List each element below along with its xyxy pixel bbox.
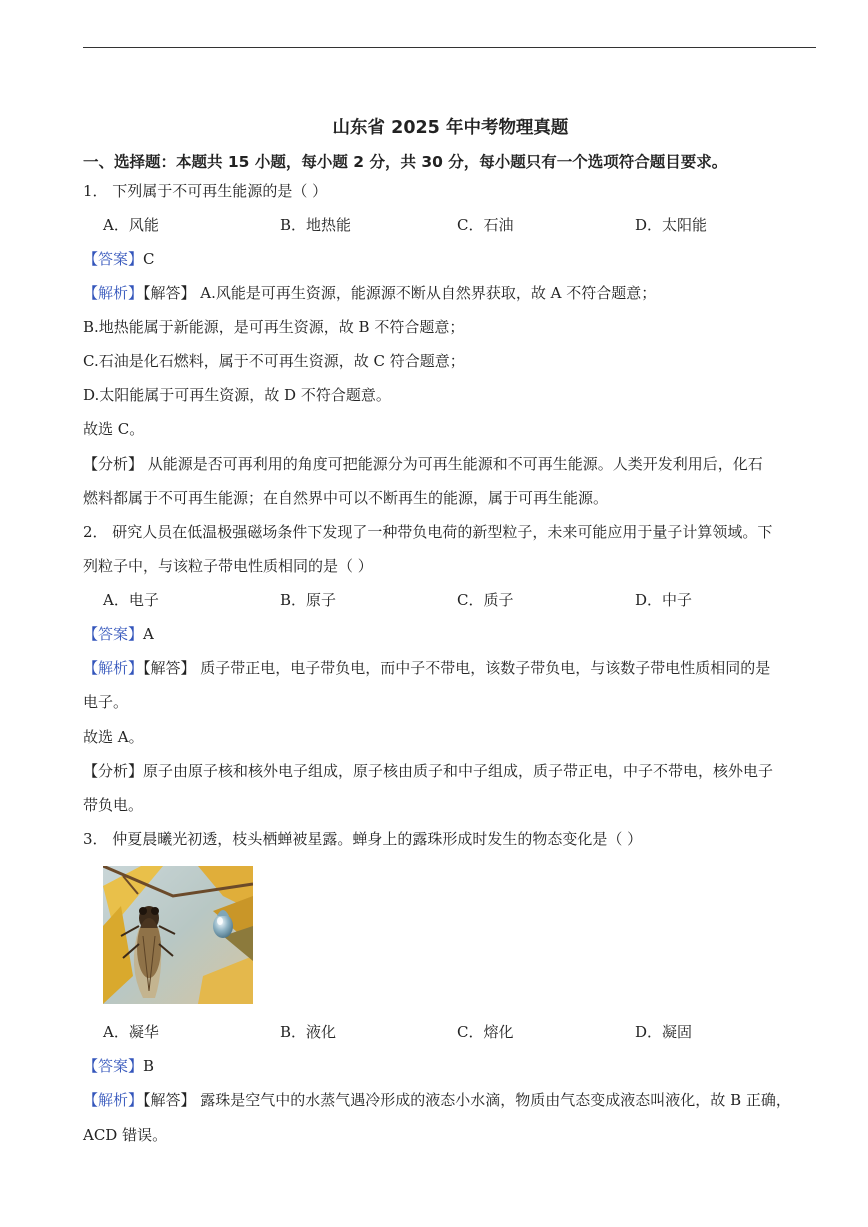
option-c: C．熔化 xyxy=(457,1023,514,1041)
question-2-stem: 2． 研究人员在低温极强磁场条件下发现了一种带负电荷的新型粒子，未来可能应用于量子计算领域。下 xyxy=(83,523,773,541)
cicada-dewdrop-photo xyxy=(103,866,253,1004)
answer-value: A xyxy=(143,625,154,643)
answer-line xyxy=(83,1055,818,1077)
analysis-line xyxy=(83,760,818,782)
explain-line xyxy=(83,282,818,304)
fenxi-tag: 【分析】 xyxy=(83,455,144,473)
explain-text: D.太阳能属于可再生资源，故 D 不符合题意。 xyxy=(83,386,391,404)
option-a: A．凝华 xyxy=(103,1023,159,1041)
header-rule xyxy=(83,47,816,48)
option-a: A．电子 xyxy=(103,591,159,609)
answer-line xyxy=(83,248,818,270)
analysis-text: 从能源是否可再利用的角度可把能源分为可再生能源和不可再生能源。人类开发利用后，化石 xyxy=(143,455,763,473)
option-d: D．凝固 xyxy=(635,1023,693,1041)
analysis-text: 带负电。 xyxy=(83,796,144,814)
explain-text: ACD 错误。 xyxy=(83,1126,168,1144)
page-title: 山东省 2025 年中考物理真题 xyxy=(332,118,569,138)
answer-line xyxy=(83,623,818,645)
explain-text: 故选 A。 xyxy=(83,728,144,746)
analysis-line xyxy=(83,453,818,475)
explain-text: C.石油是化石燃料，属于不可再生资源，故 C 符合题意； xyxy=(83,352,465,370)
option-b: B．地热能 xyxy=(280,216,352,234)
answer-tag: 【答案】 xyxy=(83,625,144,643)
question-3-stem: 3． 仲夏晨曦光初透，枝头栖蝉被星露。蝉身上的露珠形成时发生的物态变化是（ ） xyxy=(83,830,643,848)
explain-text: 露珠是空气中的水蒸气遇冷形成的液态小水滴，物质由气态变成液态叫液化，故 B 正确， xyxy=(195,1091,791,1109)
solve-tag: 【解答】 xyxy=(143,1091,196,1109)
fenxi-tag: 【分析】 xyxy=(83,762,144,780)
option-c: C．质子 xyxy=(457,591,514,609)
answer-tag: 【答案】 xyxy=(83,250,144,268)
solve-tag: 【解答】 xyxy=(143,659,196,677)
option-c: C．石油 xyxy=(457,216,514,234)
question-1-options xyxy=(83,214,818,236)
option-a: A．风能 xyxy=(103,216,159,234)
question-2-stem: 列粒子中，与该粒子带电性质相同的是（ ） xyxy=(83,557,373,575)
option-b: B．液化 xyxy=(280,1023,337,1041)
analysis-tag: 【解析】 xyxy=(83,284,144,302)
question-3-options xyxy=(83,1021,818,1043)
explain-text: 电子。 xyxy=(83,693,129,711)
analysis-text: 原子由原子核和核外电子组成，原子核由质子和中子组成，质子带正电，中子不带电，核外电子 xyxy=(143,762,774,780)
solve-tag: 【解答】 xyxy=(143,284,196,302)
explain-text: 质子带正电，电子带负电，而中子不带电，该数子带负电，与该数子带电性质相同的是 xyxy=(195,659,771,677)
answer-value: C xyxy=(143,250,155,268)
question-2-options xyxy=(83,589,818,611)
explain-text: 故选 C。 xyxy=(83,420,145,438)
answer-value: B xyxy=(143,1057,155,1075)
option-b: B．原子 xyxy=(280,591,337,609)
explain-line xyxy=(83,657,818,679)
option-d: D．中子 xyxy=(635,591,693,609)
analysis-text: 燃料都属于不可再生能源；在自然界中可以不断再生的能源，属于可再生能源。 xyxy=(83,489,609,507)
section-heading: 一、选择题：本题共 15 小题，每小题 2 分，共 30 分，每小题只有一个选项符合题目要求。 xyxy=(83,153,728,171)
answer-tag: 【答案】 xyxy=(83,1057,144,1075)
option-d: D．太阳能 xyxy=(635,216,708,234)
analysis-tag: 【解析】 xyxy=(83,659,144,677)
question-1-stem: 1． 下列属于不可再生能源的是（ ） xyxy=(83,182,328,200)
analysis-tag: 【解析】 xyxy=(83,1091,144,1109)
explain-line xyxy=(83,1089,818,1111)
explain-text: B.地热能属于新能源，是可再生资源，故 B 不符合题意； xyxy=(83,318,465,336)
explain-text: A.风能是可再生资源，能源源不断从自然界获取，故 A 不符合题意； xyxy=(195,284,657,302)
